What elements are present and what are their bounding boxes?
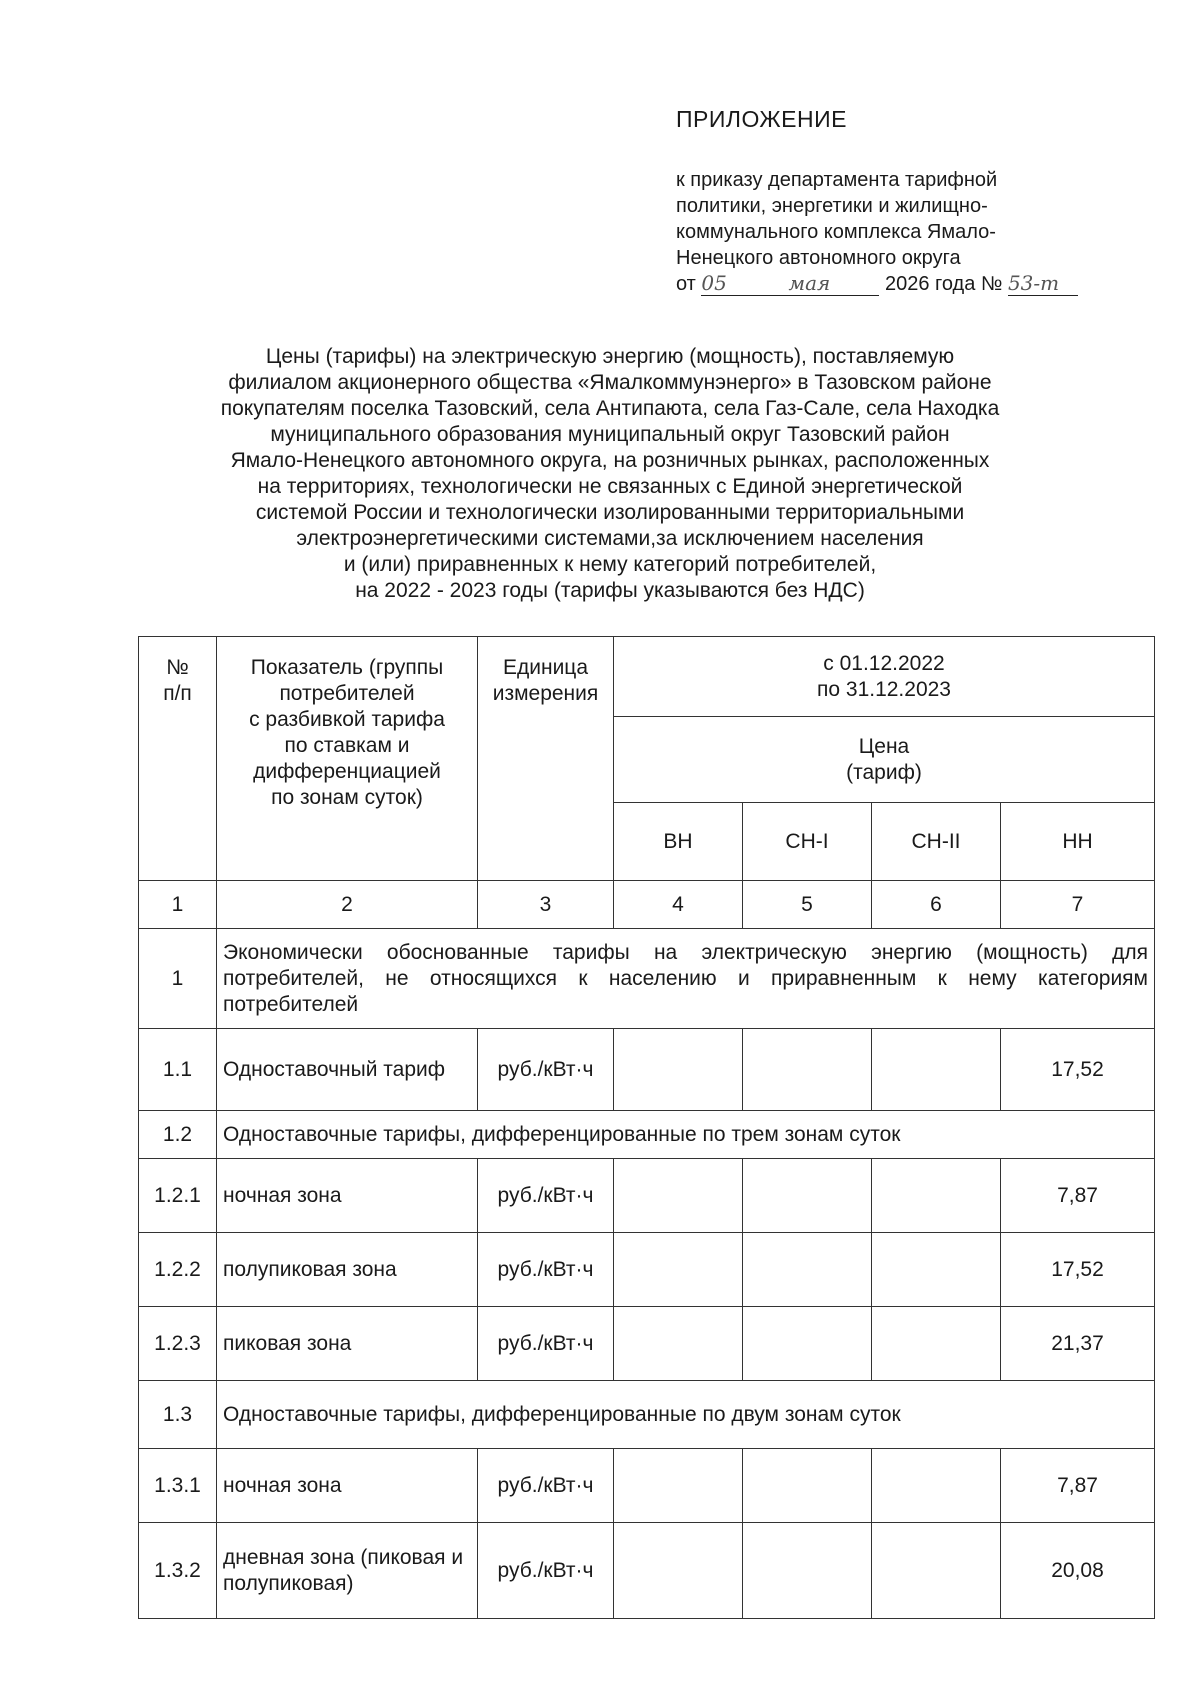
price-nn: 20,08: [1001, 1523, 1155, 1619]
price-sn1: [743, 1523, 872, 1619]
price-sn1: [743, 1233, 872, 1307]
order-date-line: [676, 271, 1106, 297]
handwritten-day: 05: [701, 271, 727, 295]
row-num: 1.2.1: [139, 1159, 217, 1233]
price-vn: [614, 1029, 743, 1111]
title-line: электроэнергетическими системами,за исключением населения: [296, 527, 924, 550]
price-sn2: [872, 1029, 1001, 1111]
row-label: полупиковая зона: [217, 1233, 478, 1307]
title-line: покупателям поселка Тазовский, села Антипаюта, села Газ-Сале, села Находка: [220, 397, 1000, 420]
appendix-line: к приказу департамента тарифной: [676, 169, 998, 191]
table-row: [139, 1307, 1155, 1381]
price-nn: 7,87: [1001, 1159, 1155, 1233]
row-label: дневная зона (пиковая и полупиковая): [217, 1523, 478, 1619]
handwritten-month: мая: [788, 271, 831, 295]
row-num: 1.1: [139, 1029, 217, 1111]
title-line: муниципального образования муниципальный округ Тазовский район: [270, 423, 950, 446]
header-period: с 01.12.2022 по 31.12.2023: [614, 637, 1155, 717]
row-unit: руб./кВт·ч: [478, 1233, 614, 1307]
title-line: Цены (тарифы) на электрическую энергию (мощность), поставляемую: [265, 345, 955, 368]
table-row: [139, 929, 1155, 1029]
header-unit: Единица измерения: [478, 637, 614, 881]
table-row: [139, 1233, 1155, 1307]
row-unit: руб./кВт·ч: [478, 1307, 614, 1381]
price-nn: 17,52: [1001, 1233, 1155, 1307]
header-level-sn2: СН-II: [872, 803, 1001, 881]
month-field: [739, 272, 879, 296]
row-label: Одноставочный тариф: [217, 1029, 478, 1111]
row-label: ночная зона: [217, 1449, 478, 1523]
title-line: на территориях, технологически не связанных с Единой энергетической: [257, 475, 963, 498]
row-unit: руб./кВт·ч: [478, 1449, 614, 1523]
table-row: [139, 1381, 1155, 1449]
section-title: Одноставочные тарифы, дифференцированные по двум зонам суток: [217, 1381, 1155, 1449]
row-label: пиковая зона: [217, 1307, 478, 1381]
appendix-line: политики, энергетики и жилищно-: [676, 195, 988, 217]
price-sn1: [743, 1307, 872, 1381]
title-line: на 2022 - 2023 годы (тарифы указываются без НДС): [355, 579, 865, 602]
column-number-row: [139, 881, 1155, 929]
title-line: системой России и технологически изолированными территориальными: [255, 501, 965, 524]
row-num: 1.2: [139, 1111, 217, 1159]
date-prefix: от: [676, 273, 696, 295]
header-level-vn: ВН: [614, 803, 743, 881]
section-title: Экономически обоснованные тарифы на электрическую энергию (мощность) для потребителей, не относящихся к населению и приравненным к нему категориям потребителей: [217, 929, 1155, 1029]
table-row: [139, 1029, 1155, 1111]
table-row: [139, 1159, 1155, 1233]
row-num: 1.2.3: [139, 1307, 217, 1381]
header-indicator: Показатель (группы потребителей с разбивкой тарифа по ставкам и дифференциацией по зонам суток): [217, 637, 478, 881]
price-vn: [614, 1159, 743, 1233]
col-number: 1: [139, 881, 217, 929]
row-num: 1.3: [139, 1381, 217, 1449]
handwritten-number: 53-т: [1007, 271, 1060, 295]
price-vn: [614, 1233, 743, 1307]
price-sn2: [872, 1159, 1001, 1233]
price-sn2: [872, 1307, 1001, 1381]
col-number: 4: [614, 881, 743, 929]
title-line: и (или) приравненных к нему категорий потребителей,: [343, 553, 877, 576]
price-nn: 21,37: [1001, 1307, 1155, 1381]
col-number: 3: [478, 881, 614, 929]
col-number: 5: [743, 881, 872, 929]
tariff-table: [138, 636, 1155, 1619]
price-sn1: [743, 1029, 872, 1111]
col-number: 7: [1001, 881, 1155, 929]
row-unit: руб./кВт·ч: [478, 1159, 614, 1233]
row-num: 1.3.2: [139, 1523, 217, 1619]
header-level-nn: НН: [1001, 803, 1155, 881]
title-line: Ямало-Ненецкого автономного округа, на розничных рынках, расположенных: [230, 449, 990, 472]
price-sn2: [872, 1449, 1001, 1523]
price-nn: 17,52: [1001, 1029, 1155, 1111]
row-unit: руб./кВт·ч: [478, 1029, 614, 1111]
document-title: [110, 344, 1110, 604]
row-label: ночная зона: [217, 1159, 478, 1233]
appendix-block: [676, 106, 1106, 297]
table-row: [139, 1523, 1155, 1619]
price-vn: [614, 1449, 743, 1523]
year-text: 2026 года №: [884, 273, 1003, 295]
number-field: [1008, 272, 1078, 296]
row-num: 1.3.1: [139, 1449, 217, 1523]
title-line: филиалом акционерного общества «Ямалкоммунэнерго» в Тазовском районе: [228, 371, 992, 394]
col-number: 6: [872, 881, 1001, 929]
table-row: [139, 1449, 1155, 1523]
price-sn2: [872, 1523, 1001, 1619]
appendix-title: ПРИЛОЖЕНИЕ: [676, 106, 847, 132]
price-vn: [614, 1523, 743, 1619]
table-row: [139, 1111, 1155, 1159]
header-level-sn1: СН-I: [743, 803, 872, 881]
appendix-line: Ненецкого автономного округа: [676, 247, 961, 269]
row-num: 1.2.2: [139, 1233, 217, 1307]
header-num: № п/п: [139, 637, 217, 881]
price-nn: 7,87: [1001, 1449, 1155, 1523]
header-price: Цена (тариф): [614, 717, 1155, 803]
row-num: 1: [139, 929, 217, 1029]
price-sn2: [872, 1233, 1001, 1307]
col-number: 2: [217, 881, 478, 929]
appendix-line: коммунального комплекса Ямало-: [676, 221, 996, 243]
section-title: Одноставочные тарифы, дифференцированные по трем зонам суток: [217, 1111, 1155, 1159]
row-unit: руб./кВт·ч: [478, 1523, 614, 1619]
price-sn1: [743, 1449, 872, 1523]
price-vn: [614, 1307, 743, 1381]
price-sn1: [743, 1159, 872, 1233]
day-field: [701, 272, 739, 296]
